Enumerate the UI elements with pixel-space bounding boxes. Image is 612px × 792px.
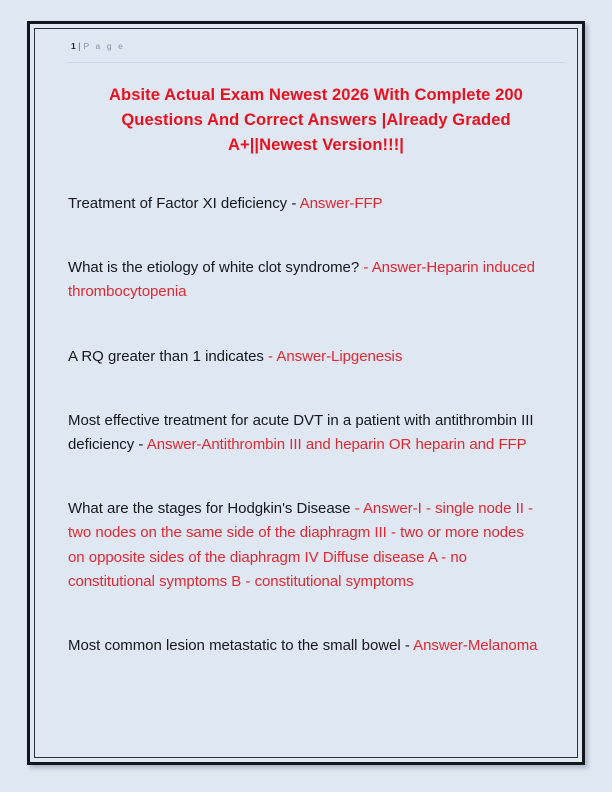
document-title: Absite Actual Exam Newest 2026 With Complete 200 Questions And Correct Answers |Already Graded A+||Newest Version!!!| [109,86,523,154]
answer-text: Answer-FFP [299,195,383,212]
qa-block [68,409,542,457]
answer-text: - Answer-Heparin induced thrombocytopenia [68,259,535,301]
question-text: Most effective treatment for acute DVT in a patient with antithrombin III deficiency - [68,411,534,454]
header-separator: | [78,41,81,51]
qa-list [68,192,542,658]
answer-text: - Answer-Lipgenesis [263,347,403,365]
question-text: What is the etiology of white clot syndrome? [68,259,360,277]
answer-text: - Answer-I - single node II - two nodes on the same side of the diaphragm III - two or more nodes on opposite sides of the diaphragm IV Diffuse disease A - no constitutional symptoms B - constitutional symptoms [68,500,533,590]
question-text: Most common lesion metastatic to the small bowel - [68,637,414,655]
document-page [27,21,585,765]
answer-text: Answer-Antithrombin III and heparin OR heparin and FFP [146,436,527,454]
question-text: What are the stages for Hodgkin's Disease [68,500,351,518]
page-content [30,24,582,762]
qa-block [68,497,542,594]
answer-text: Answer-Melanoma [413,637,538,655]
header-page-number: 1 [71,41,77,51]
question-text: Treatment of Factor XI deficiency - [68,195,300,212]
qa-block [68,192,542,216]
header-page-word: P a g e [83,41,125,51]
qa-block [68,345,542,369]
qa-block [68,256,542,304]
running-header [68,36,564,63]
qa-block [68,634,542,658]
question-text: A RQ greater than 1 indicates [68,347,264,365]
